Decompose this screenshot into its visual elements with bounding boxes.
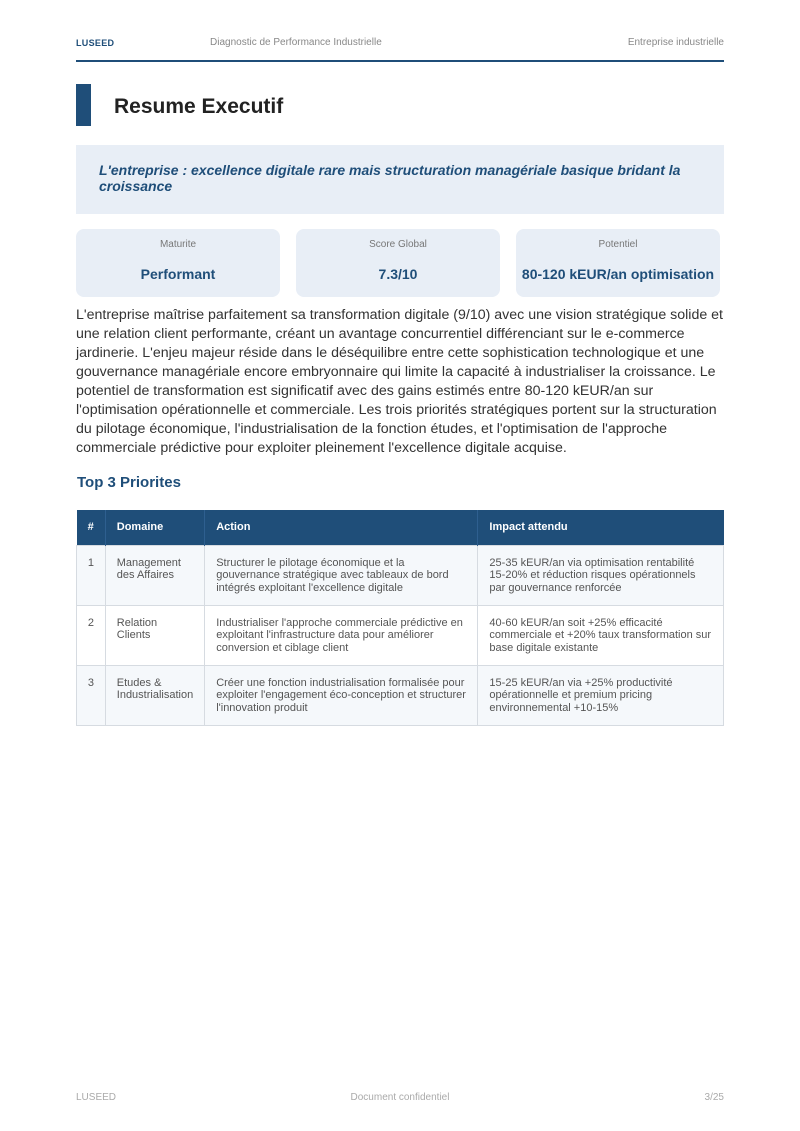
brand-name: LUSEED (76, 38, 115, 48)
footer-confidential: Document confidentiel (350, 1092, 450, 1103)
table-header-row (77, 510, 724, 545)
kpi-label: Maturite (159, 239, 197, 250)
column-header: Impact attendu (478, 510, 724, 545)
priority-domain: Etudes & Industrialisation (105, 665, 204, 725)
priorities-title: Top 3 Priorites (77, 474, 181, 491)
kpi-value: Performant (140, 266, 216, 282)
priority-number: 3 (77, 665, 106, 725)
key-message-text: L'entreprise : excellence digitale rare mais structuration managériale basique bridant la croissance (99, 162, 681, 194)
key-message-box (76, 145, 724, 214)
priority-domain: Relation Clients (105, 605, 204, 665)
priority-number: 1 (77, 545, 106, 605)
table-row (77, 665, 724, 725)
section-title: Resume Executif (114, 95, 284, 118)
priority-domain: Management des Affaires (105, 545, 204, 605)
kpi-value: 7.3/10 (378, 266, 418, 282)
page-header (76, 36, 724, 62)
section-accent-bar (76, 84, 91, 126)
table-row (77, 545, 724, 605)
priorities-table (76, 510, 724, 726)
executive-summary-text: L'entreprise maîtrise parfaitement sa transformation digitale (9/10) avec une vision stratégique solide et une relation client performante, créant un avantage concurrentiel différenciant sur le e-commerce jardinerie. L'enjeu majeur réside dans le déséquilibre entre cette sophistication technologique et une gouvernance managériale encore embryonnaire qui limite la capacité à industrialiser la croissance. Le potentiel de transformation est significatif avec des gains estimés entre 80-120 kEUR/an sur l'optimisation opérationnelle et commerciale. Les trois priorités stratégiques portent sur la structuration du pilotage économique, l'industrialisation de la fonction études, et l'optimisation de l'approche commerciale prédictive pour exploiter pleinement l'excellence digitale acquise. (76, 307, 723, 456)
column-header: Domaine (105, 510, 204, 545)
kpi-card-potential (516, 229, 720, 297)
column-header: Action (205, 510, 478, 545)
kpi-card-global-score (296, 229, 500, 297)
client-name: Entreprise industrielle (627, 37, 724, 48)
footer-brand: LUSEED (76, 1092, 117, 1103)
kpi-card-maturity (76, 229, 280, 297)
page-number: 3/25 (704, 1092, 724, 1103)
column-header: # (77, 510, 106, 545)
kpi-value: 80-120 kEUR/an optimisation (521, 266, 715, 282)
priority-impact: 15-25 kEUR/an via +25% productivité opérationnelle et premium pricing environnemental +10-15% (478, 665, 724, 725)
priority-number: 2 (77, 605, 106, 665)
kpi-label: Score Global (369, 239, 427, 250)
document-title: Diagnostic de Performance Industrielle (210, 37, 382, 48)
table-row (77, 605, 724, 665)
priority-impact: 25-35 kEUR/an via optimisation rentabilité 15-20% et réduction risques opérationnels par gouvernance renforcée (478, 545, 724, 605)
priority-action: Créer une fonction industrialisation formalisée pour exploiter l'engagement éco-conception et structurer l'innovation produit (205, 665, 478, 725)
priority-impact: 40-60 kEUR/an soit +25% efficacité commerciale et +20% taux transformation sur base digitale existante (478, 605, 724, 665)
priority-action: Structurer le pilotage économique et la gouvernance stratégique avec tableaux de bord intégrés exploitant l'excellence digitale (205, 545, 478, 605)
kpi-label: Potentiel (598, 239, 638, 250)
priority-action: Industrialiser l'approche commerciale prédictive en exploitant l'infrastructure data pour améliorer conversion et ciblage client (205, 605, 478, 665)
